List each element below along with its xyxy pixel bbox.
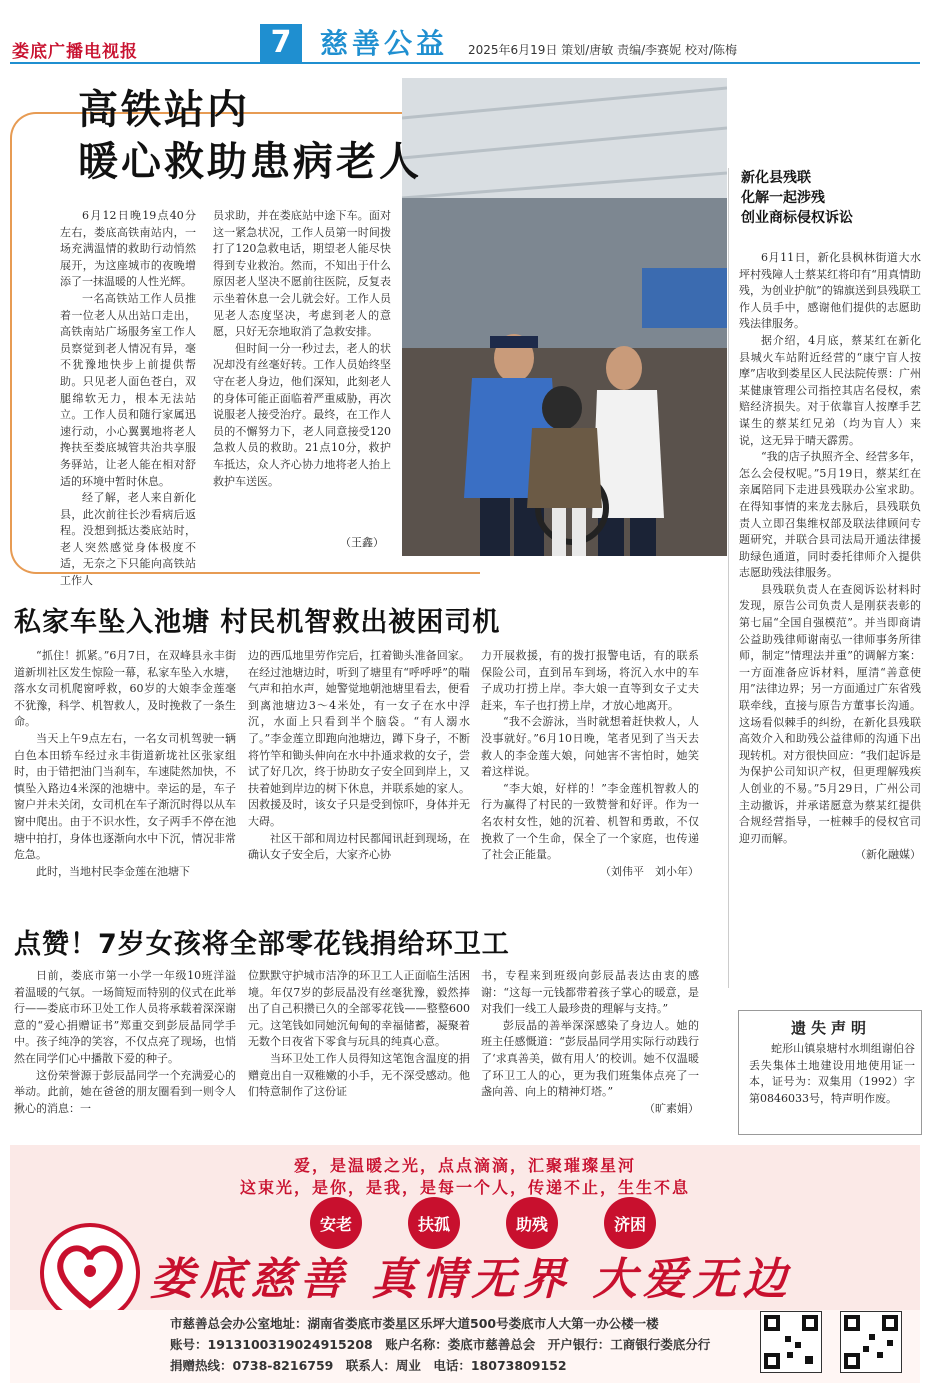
lost-notice-text: 蛇形山镇泉塘村水圳组谢伯谷丢失集体土地建设用地使用证一本，证号为：双集用（1992）字第0846033号，特声明作废。 (749, 1042, 915, 1105)
seal-fu-gu (408, 1197, 460, 1249)
paragraph: 边的西瓜地里劳作完后，扛着锄头准备回家。在经过池塘边时，听到了塘里有“呼呼呼”的喘气声和拍水声，她警觉地朝池塘里看去，便看到离池塘边3～4米处，有一女子在水中浮沉，水面上只看到半个脑袋。“有人溺水了。”李金莲立即跑向池塘边，蹲下身子，不断将竹竿和锄头伸向在水中扑通求救的女子，尝试了好几次，终于协助女子安全回到岸上，又扶着她到岸边的树下休息，并联系她的家人。因救援及时，该女子只是受到惊吓，身体并无大碍。 (248, 649, 470, 828)
article-title-line2: 暖心救助患病老人 (78, 139, 422, 185)
issue-meta: 2025年6月19日 策划/唐敏 责编/李赛妮 校对/陈梅 (468, 43, 738, 57)
article-column (481, 648, 699, 880)
section-title: 慈善公益 (320, 27, 449, 60)
side-title-line: 新化县残联 (741, 170, 811, 186)
column-divider (728, 168, 729, 988)
qr-code-icon (760, 1311, 822, 1373)
article-photo (402, 78, 727, 556)
article-column (14, 968, 236, 1117)
article-title-line1: 高铁站内 (78, 87, 250, 133)
seal-text: 安老 (319, 1215, 352, 1234)
article-title: 私家车坠入池塘 村民机智救出被困司机 (14, 607, 501, 638)
article-column (213, 208, 391, 490)
article-column (60, 208, 196, 590)
paragraph: 社区干部和周边村民都闻讯赶到现场，在确认女子安全后，大家齐心协 (248, 831, 470, 862)
article-column (248, 968, 470, 1101)
hotline-line: 捐赠热线：0738-8216759 联系人：周业 电话：18073809152 (170, 1358, 567, 1373)
address-line: 市慈善总会办公室地址：湖南省娄底市娄星区乐坪大道500号娄底市人大第一办公楼一楼 (170, 1316, 659, 1331)
banner-line2: 这束光，是你，是我，是每一个人，传递不止，生生不息 (239, 1178, 690, 1197)
byline: （新化融媒） (855, 848, 921, 862)
article-title: 点赞！7岁女孩将全部零花钱捐给环卫工 (14, 929, 510, 960)
paragraph: 此时，当地村民李金莲在池塘下 (36, 864, 190, 878)
seal-text: 济困 (613, 1215, 646, 1234)
article-column (481, 968, 699, 1117)
paragraph: “我的店子执照齐全、经营多年，怎么会侵权呢。”5月19日，蔡某红在亲属陪同下走进县残联办公室求助。在得知事情的来龙去脉后，县残联负责人立即召集维权部及联法律顾问专题研究，并联合县司法局开通法律援助绿色通道，同时委托律师介入提供志愿助残法律服务。 (739, 450, 921, 580)
paragraph: “我不会游泳，当时就想着赶快救人，人没事就好。”6月10日晚，笔者见到了当天去救人的李金莲大娘，问她害不害怕时，她笑着这样说。 (481, 715, 699, 779)
byline: （王鑫） (340, 536, 384, 549)
paragraph: 书，专程来到班级向彭辰晶表达由衷的感谢：“这每一元钱都带着孩子掌心的暖意，是对我们一线工人最珍贵的理解与支持。” (481, 969, 699, 1016)
header-rule (10, 62, 920, 64)
banner-slogan: 娄底慈善 真情无界 大爱无边 (150, 1254, 793, 1305)
side-article-title (741, 168, 921, 228)
paragraph: 这份荣誉源于彭辰晶同学一个充满爱心的举动。此前，她在爸爸的朋友圈看到一则令人揪心的消息：一 (14, 1068, 236, 1115)
paragraph: 力开展救援，有的拨打报警电话，有的联系保险公司，直到吊车到场，将沉入水中的车子成功打捞上岸。李大娘一直等到女子丈夫赶来，车子也打捞上岸，才放心地离开。 (481, 649, 699, 712)
paragraph: 6月11日，新化县枫林街道大水坪村残障人士蔡某红将印有“用真情助残，为创业护航”的锦旗送到县残联工作人员手中，感谢他们提供的志愿助残法律服务。 (739, 251, 921, 331)
paragraph: 6月12日晚19点40分左右，娄底高铁南站内，一场充满温情的救助行动悄然展开，为这座城市的夜晚增添了一抹温暖的人性光辉。 (60, 209, 196, 289)
side-title-line: 创业商标侵权诉讼 (741, 210, 853, 226)
qr-code-icon (840, 1311, 902, 1373)
account-line: 账号：1913100319024915208 账户名称：娄底市慈善总会 开户银行：工商银行娄底分行 (170, 1337, 711, 1352)
paragraph: 位默默守护城市洁净的环卫工人正面临生活困境。年仅7岁的彭辰晶没有丝毫犹豫，毅然捧出了自己积攒已久的全部零花钱——整整600元。这笔钱如同她沉甸甸的幸福储蓄，凝聚着无数个日夜省下零食与玩具的纯真心意。 (248, 969, 470, 1049)
paragraph: 经了解，老人来自新化县，此次前往长沙看病后返程。没想到抵达娄底站时，老人突然感觉身体极度不适，无奈之下只能向高铁站工作人 (60, 491, 196, 588)
seal-text: 助残 (515, 1215, 548, 1234)
paragraph: 日前，娄底市第一小学一年级10班洋溢着温暖的气氛。一场简短而特别的仪式在此举行——娄底市环卫处工作人员将承载着深深谢意的“爱心捐赠证书”郑重交到彭辰晶同学手中。孩子纯净的笑容，不仅点亮了现场，也悄然在同学们心中播散下爱的种子。 (14, 969, 236, 1065)
side-article-body (739, 250, 921, 864)
paragraph: “李大娘，好样的！”李金莲机智救人的行为赢得了村民的一致赞誉和好评。作为一名农村女性，她的沉着、机智和勇敢，不仅挽救了一个生命，保全了一个家庭，也传递了社会正能量。 (481, 781, 699, 862)
seal-text: 扶孤 (417, 1215, 450, 1234)
byline: （旷素娟） (644, 1101, 699, 1115)
banner-line1: 爱，是温暖之光，点点滴滴，汇聚璀璨星河 (293, 1156, 636, 1175)
station-rescue-image (402, 78, 727, 556)
seal-zhu-can (506, 1197, 558, 1249)
byline: （刘伟平 刘小年） (600, 864, 699, 878)
paragraph: 一名高铁站工作人员推着一位老人从出站口走出，高铁南站广场服务室工作人员察觉到老人情况有异，毫不犹豫地快步上前提供帮助。只见老人面色苍白，双腿绵软无力，根本无法站立。工作人员和随行家属迅速行动，小心翼翼地将老人搀扶至娄底城管共治共享服务驿站，让老人能在相对舒适的环境中暂时休息。 (60, 291, 196, 488)
paragraph: 但时间一分一秒过去，老人的状况却没有丝毫好转。工作人员始终坚守在老人身边，他们深知，此刻老人的身体可能正面临着严重威胁，再次说服老人接受治疗。最终，在工作人员的不懈努力下，老人同意接受120急救人员的救助。21点10分，救护车抵达，众人齐心协力地将老人抬上救护车送医。 (213, 341, 391, 488)
heart-icon (44, 1227, 136, 1319)
side-title-line: 化解一起涉残 (741, 190, 825, 206)
article-column (14, 648, 236, 880)
paragraph: 当环卫处工作人员得知这笔饱含温度的捐赠竟出自一双稚嫩的小手，无不深受感动。他们特意制作了这份证 (248, 1051, 470, 1099)
page-number: 7 (260, 24, 302, 62)
seal-an-lao (310, 1197, 362, 1249)
paragraph: 县残联负责人在查阅诉讼材料时发现，原告公司负责人是刚获表彰的第七届“全国自强模范”。并当即商请公益助残律师谢南弘一律师事务所律师，制定“情理法并重”的调解方案：一方面准备应诉材料，厘清“善意使用”法律边界；另一方面通过广东省残联牵线，直接与原告方董事长沟通。这场看似棘手的纠纷，在新化县残联高效介入和助残公益律师的沟通下出现转机。对方很快回应：“我们起诉是为保护公司知识产权，但更理解残疾人创业的不易。”5月29日，广州公司主动撤诉，并承诺愿意为蔡某红提供合规经营指导，一桩棘手的侵权官司迎刃而解。 (739, 582, 921, 845)
article-title (78, 84, 422, 188)
paragraph: “抓住！抓紧。”6月7日，在双峰县永丰街道新圳社区发生惊险一幕，私家车坠入水塘，落水女司机爬窗呼救，60岁的大娘李金莲毫不犹豫，科学、机智救人，及时挽救了一条生命。 (14, 649, 236, 729)
charity-logo (40, 1223, 140, 1323)
article-column (248, 648, 470, 864)
paragraph: 据介绍，4月底，蔡某红在新化县城火车站附近经营的“康宁盲人按摩”店收到娄星区人民法院传票：广州某健康管理公司指控其店名侵权，索赔经济损失。对于依靠盲人按摩手艺谋生的蔡某红兄弟（均为盲人）来说，这无异于晴天霹雳。 (739, 333, 921, 447)
lost-notice-title: 遗失声明 (790, 1019, 871, 1037)
paragraph: 员求助，并在娄底站中途下车。面对这一紧急状况，工作人员第一时间拨打了120急救电话，期望老人能尽快得到专业救治。然而，不知出于什么原因老人坚决不愿前往医院，反复表示坐着休息一会儿就会好。工作人员见老人态度坚决，考虑到老人的意愿，只好无奈地取消了急救安排。 (213, 209, 391, 339)
paragraph: 彭辰晶的善举深深感染了身边人。她的班主任感慨道：“彭辰晶同学用实际行动践行了‘求真善美，做有用人’的校训。她不仅温暖了环卫工人的心，更为我们班集体点亮了一盏向善、向上的精神灯塔。” (481, 1018, 699, 1099)
charity-banner (10, 1145, 920, 1383)
seal-ji-kun (604, 1197, 656, 1249)
newspaper-name: 娄底广播电视报 (12, 42, 138, 62)
lost-notice (738, 1010, 922, 1135)
paragraph: 当天上午9点左右，一名女司机驾驶一辆白色本田轿车经过永丰街道新垅社区张家组时，由于错把油门当刹车，车速陡然加快，不慎坠入路边4米深的池塘中。幸运的是，车子窗户并未关闭，女司机在车子渐沉时得以从车窗中爬出。由于不识水性，女子两手不停在池塘中拍打，身体也逐渐向水中下沉，情况非常危急。 (14, 731, 236, 862)
banner-contact (170, 1313, 710, 1376)
